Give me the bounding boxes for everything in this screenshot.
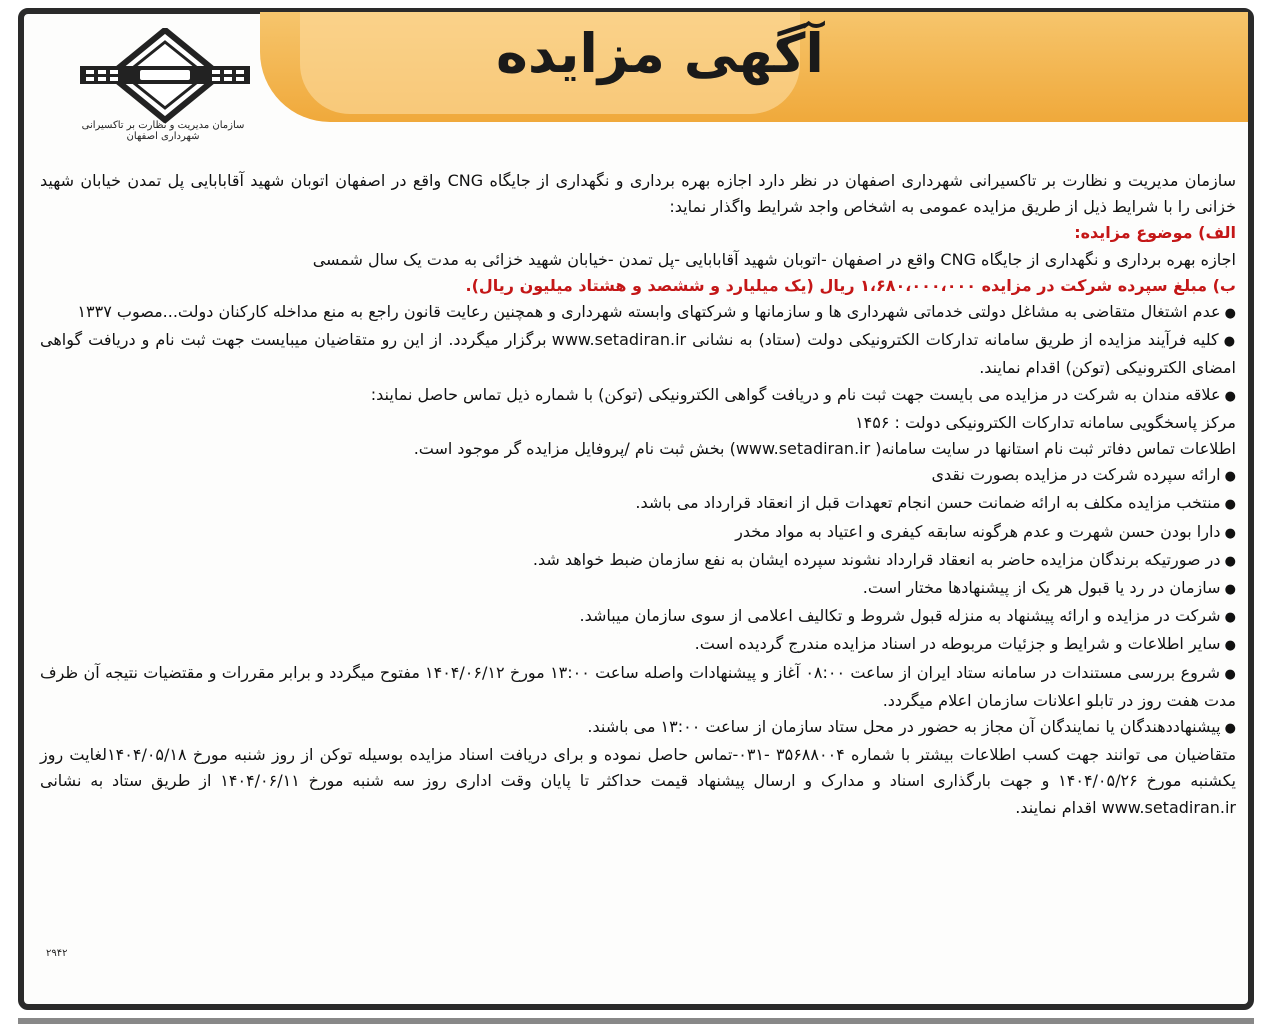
section-a-heading: الف) موضوع مزایده:: [1074, 223, 1236, 243]
condition-item: ● ارائه سپرده شرکت در مزایده بصورت نقدی: [40, 462, 1236, 490]
condition-item: ● در صورتیکه برندگان مزایده حاضر به انعقاد قرارداد نشوند سپرده ایشان به نفع سازمان ضبط خواهد شد.: [40, 547, 1236, 575]
condition-item: ● کلیه فرآیند مزایده از طریق سامانه تدارکات الکترونیکی دولت (ستاد) به نشانی www.setadiran.ir برگزار میگردد. از این رو متقاضیان میبایست جهت ثبت نام و دریافت گواهی امضای الکترونیکی (توکن) اقدام نمایند.: [40, 327, 1236, 381]
diamond-logo-icon: [70, 28, 260, 123]
condition-item: ● سایر اطلاعات و شرایط و جزئیات مربوطه در اسناد مزایده مندرج گردیده است.: [40, 631, 1236, 659]
section-a-text: اجازه بهره برداری و نگهداری از جایگاه CNG واقع در اصفهان -اتوبان شهید آقابابایی -پل تمدن -خیابان شهید خزائی به مدت یک سال شمسی: [312, 249, 1236, 269]
condition-item: ● شروع بررسی مستندات در سامانه ستاد ایران از ساعت ۰۸:۰۰ آغاز و پیشنهادات واصله ساعت ۱۳:۰۰ مورخ ۱۴۰۴/۰۶/۱۲ مفتوح میگردد و برابر مقررات و مقتضیات نتیجه آن ظرف مدت هفت روز در تابلو اعلانات سازمان اعلام میگردد.: [40, 660, 1236, 714]
condition-item: ● سازمان در رد یا قبول هر یک از پیشنهادها مختار است.: [40, 575, 1236, 603]
bottom-rule: [18, 1018, 1254, 1024]
condition-item: ● پیشنهاددهندگان یا نمایندگان آن مجاز به حضور در محل ستاد سازمان از ساعت ۱۳:۰۰ می باشند.: [40, 714, 1236, 742]
notice-title: آگهی مزایده: [496, 22, 824, 85]
logo-caption: سازمان مدیریت و نظارت بر تاکسیرانی شهرداری اصفهان: [81, 120, 245, 142]
offices-line: اطلاعات تماس دفاتر ثبت نام استانها در سایت سامانه( www.setadiran.ir) بخش ثبت نام /پروفایل مزایده گر موجود است.: [413, 439, 1236, 459]
intro-paragraph: سازمان مدیریت و نظارت بر تاکسیرانی شهرداری اصفهان در نظر دارد اجازه بهره برداری و نگهداری از جایگاه CNG واقع در اصفهان اتوبان شهید آقابابایی پل تمدن خیابان شهید خزانی را با شرایط ذیل از طریق مزایده عمومی به اشخاص واجد شرایط واگذار نماید:: [40, 171, 1237, 217]
notice-code: ۲۹۴۲: [46, 948, 68, 959]
support-line: مرکز پاسخگویی سامانه تدارکات الکترونیکی دولت : ۱۴۵۶: [855, 412, 1236, 432]
condition-item: ● علاقه مندان به شرکت در مزایده می بایست جهت ثبت نام و دریافت گواهی الکترونیکی (توکن) با شماره ذیل تماس حاصل نمایند:: [40, 382, 1236, 410]
section-b-heading: ب) مبلغ سپرده شرکت در مزایده ۱،۶۸۰،۰۰۰،۰۰۰ ریال (یک میلیارد و ششصد و هشتاد میلیون ریال).: [465, 275, 1236, 295]
condition-item: ● عدم اشتغال متقاضی به مشاغل دولتی خدماتی شهرداری ها و سازمانها و شرکتهای وابسته شهرداری و همچنین رعایت قانون راجع به منع مداخله کارکنان دولت...مصوب ۱۳۳۷: [40, 299, 1236, 327]
notice-body: [40, 168, 1236, 821]
condition-item: ● دارا بودن حسن شهرت و عدم هرگونه سابقه کیفری و اعتیاد به مواد مخدر: [40, 519, 1236, 547]
condition-item: ● منتخب مزایده مکلف به ارائه ضمانت حسن انجام تعهدات قبل از انعقاد قرارداد می باشد.: [40, 490, 1236, 518]
condition-item: ● شرکت در مزایده و ارائه پیشنهاد به منزله قبول شروط و تکالیف اعلامی از سوی سازمان میباشد.: [40, 603, 1236, 631]
closing-paragraph: متقاضیان می توانند جهت کسب اطلاعات بیشتر با شماره ۳۵۶۸۸۰۰۴ -۰۳۱-تماس حاصل نموده و برای دریافت اسناد مزایده بوسیله توکن از روز شنبه مورخ ۱۴۰۴/۰۵/۱۸لغایت روز یکشنبه مورخ ۱۴۰۴/۰۵/۲۶ و جهت بارگذاری اسناد و مدارک و ارسال پیشنهاد قیمت حداکثر تا پایان وقت اداری روز سه شنبه مورخ ۱۴۰۴/۰۶/۱۱ از طریق ستاد به نشانی www.setadiran.ir اقدام نمایند.: [40, 745, 1237, 817]
